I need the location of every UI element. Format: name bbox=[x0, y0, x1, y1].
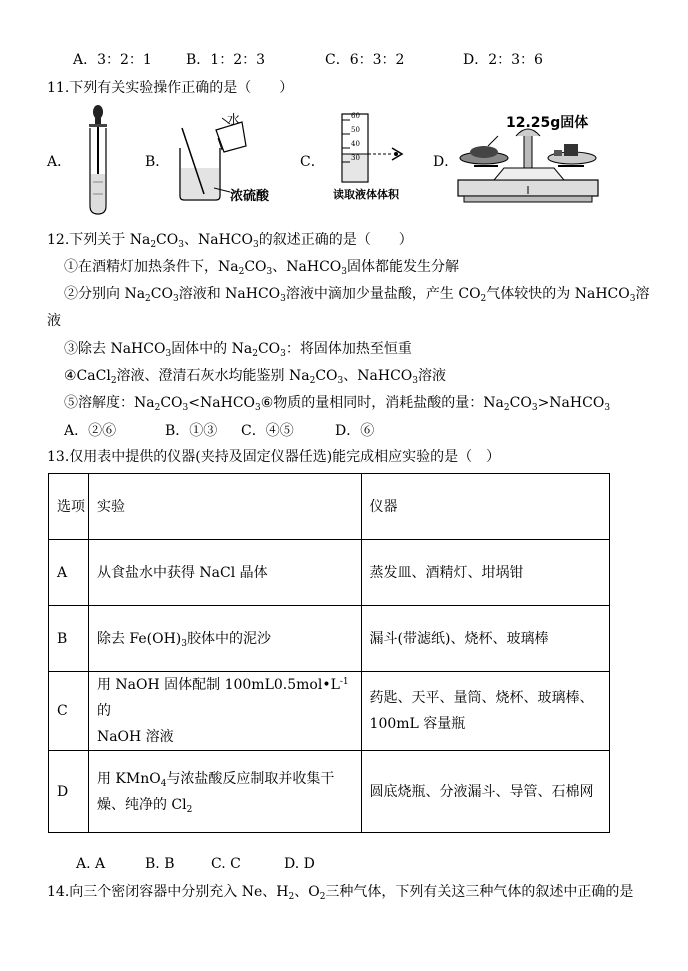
header-instrument: 仪器 bbox=[361, 474, 609, 540]
row-option: C bbox=[49, 672, 89, 751]
row-option: B bbox=[49, 606, 89, 672]
read-volume-caption: 读取液体体积 bbox=[333, 188, 399, 201]
q12-statement-1: ①在酒精灯加热条件下，$Na_2CO_3$、NaHCO$_3$固体都能发生分解 bbox=[64, 259, 460, 277]
tick-label-50: 50 bbox=[351, 126, 360, 134]
q12-option-a: A．②⑥ bbox=[64, 423, 117, 439]
q12-statement-2: ②分别向 $Na_2CO_3$溶液和 NaHCO$_3$溶液中滴加少量盐酸，产生 $CO_2$气体较快的为 NaHCO$_3$溶 bbox=[64, 286, 650, 304]
q10-option-b: B．1：2：3 bbox=[186, 52, 266, 68]
solid-mass-label: 12.25g固体 bbox=[506, 115, 589, 131]
q11-label-d: D． bbox=[433, 154, 459, 170]
q13-option-d: D. D bbox=[284, 856, 315, 872]
row-option: D bbox=[49, 751, 89, 833]
dropper-in-tube-figure bbox=[84, 104, 114, 220]
q10-option-c: C．6：3：2 bbox=[325, 52, 405, 68]
q11-label-a: A． bbox=[47, 154, 72, 170]
row-instrument: 蒸发皿、酒精灯、坩埚钳 bbox=[361, 540, 609, 606]
q11-stem: 11.下列有关实验操作正确的是（ ） bbox=[47, 80, 294, 96]
q10-option-d: D．2：3：6 bbox=[463, 52, 543, 68]
graduated-cylinder-figure bbox=[330, 112, 420, 188]
row-instrument: 药匙、天平、量筒、烧杯、玻璃棒、100mL 容量瓶 bbox=[361, 672, 609, 751]
q13-option-c: C. C bbox=[211, 856, 241, 872]
table-header-row bbox=[49, 474, 610, 540]
q12-statement-2-cont: 液 bbox=[47, 313, 61, 329]
q13-option-a: A. A bbox=[76, 856, 106, 872]
q13-stem: 13.仅用表中提供的仪器(夹持及固定仪器任选)能完成相应实验的是（ ） bbox=[47, 449, 501, 465]
q12-option-d: D．⑥ bbox=[335, 423, 375, 439]
row-experiment: 从食盐水中获得 NaCl 晶体 bbox=[88, 540, 361, 606]
q11-label-c: C． bbox=[300, 154, 325, 170]
tick-label-60: 60 bbox=[351, 112, 360, 120]
q14-stem: 14.向三个密闭容器中分别充入 Ne、$H_2$、$O_2$三种气体，下列有关这三种气体的叙述中正确的是 bbox=[47, 884, 634, 902]
table-row bbox=[49, 672, 610, 751]
q11-label-b: B． bbox=[145, 154, 170, 170]
q12-stem: 12.下列关于 $Na_2CO_3$、NaHCO$_3$的叙述正确的是（ ） bbox=[47, 232, 413, 250]
tick-label-40: 40 bbox=[351, 140, 360, 148]
header-option: 选项 bbox=[49, 474, 89, 540]
acid-pointer-line bbox=[214, 186, 232, 196]
table-row bbox=[49, 606, 610, 672]
q12-option-b: B．①③ bbox=[165, 423, 218, 439]
row-instrument: 漏斗(带滤纸)、烧杯、玻璃棒 bbox=[361, 606, 609, 672]
q12-statement-4: ④CaCl$_2$溶液、澄清石灰水均能鉴别 $Na_2CO_3$、NaHCO$_3$溶液 bbox=[64, 368, 446, 386]
header-experiment: 实验 bbox=[88, 474, 361, 540]
water-label: 水 bbox=[227, 113, 241, 128]
q12-statement-3: ③除去 NaHCO$_3$固体中的 $Na_2CO_3$：将固体加热至恒重 bbox=[64, 341, 412, 359]
row-experiment: 用 KMnO$_4$与浓盐酸反应制取并收集干 燥、纯净的 $Cl_2$ bbox=[88, 751, 361, 833]
q13-option-b: B. B bbox=[145, 856, 175, 872]
q12-option-c: C．④⑤ bbox=[241, 423, 294, 439]
row-experiment: 用 NaOH 固体配制 $100mL0.5mol•L^{-1}$的 NaOH 溶液 bbox=[88, 672, 361, 751]
q12-statement-5: ⑤溶解度：$Na_2CO_3<NaHCO_3⑥$物质的量相同时，消耗盐酸的量：$Na_2CO_3>NaHCO_3$ bbox=[64, 395, 611, 413]
tick-label-30: 30 bbox=[351, 154, 360, 162]
conc-sulfuric-acid-label: 浓硫酸 bbox=[230, 189, 270, 204]
q13-table bbox=[48, 473, 610, 833]
row-instrument: 圆底烧瓶、分液漏斗、导管、石棉网 bbox=[361, 751, 609, 833]
row-experiment: 除去 $Fe(OH)_3$胶体中的泥沙 bbox=[88, 606, 361, 672]
q10-option-a: A．3：2：1 bbox=[73, 52, 152, 68]
table-row bbox=[49, 751, 610, 833]
row-option: A bbox=[49, 540, 89, 606]
table-row bbox=[49, 540, 610, 606]
